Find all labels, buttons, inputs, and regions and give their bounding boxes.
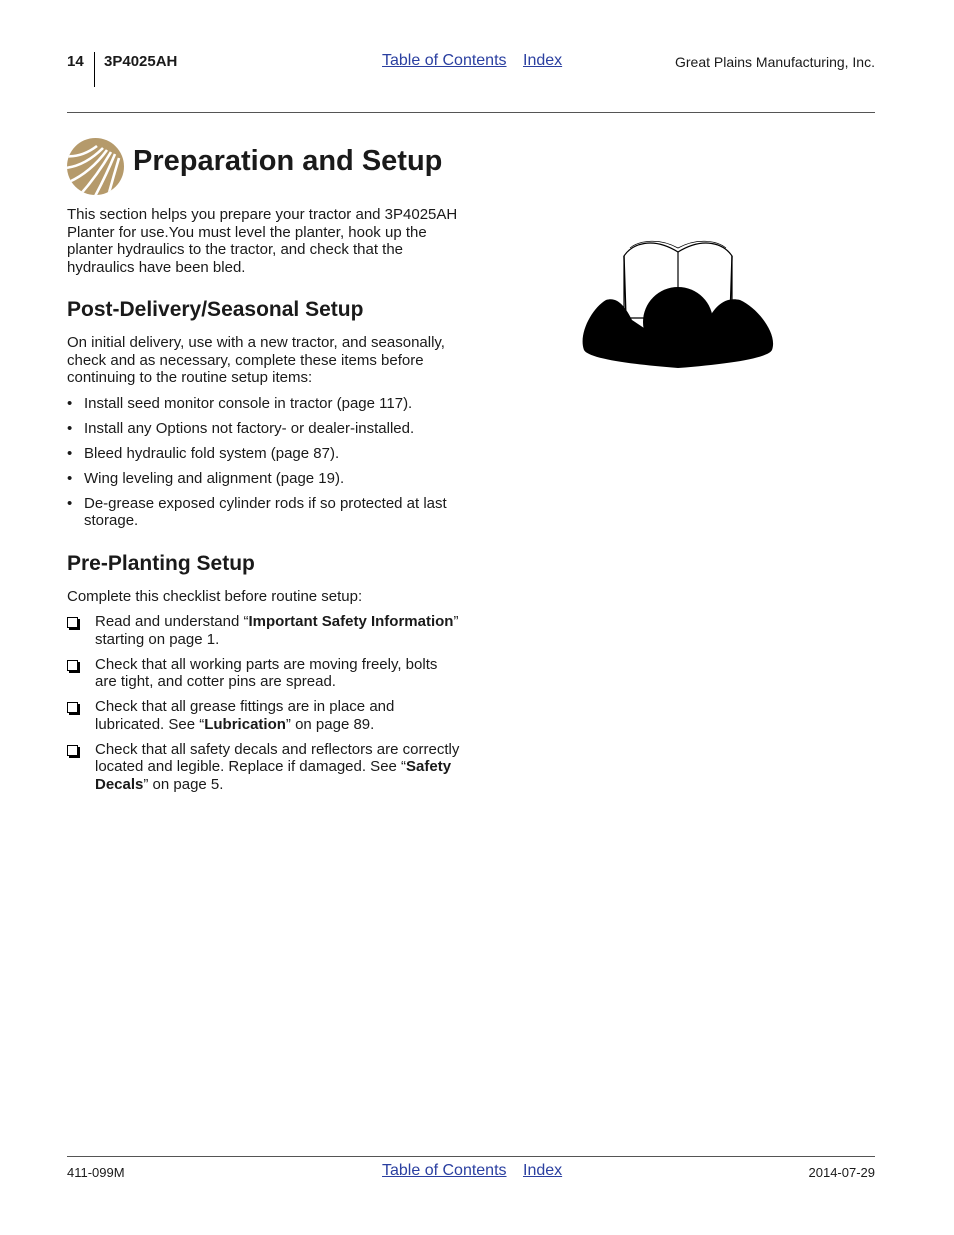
list-item: • Wing leveling and alignment (page 19).	[67, 470, 462, 488]
checkbox-icon	[67, 702, 78, 713]
intro-paragraph: This section helps you prepare your tractor and 3P4025AH Planter for use.You must level the planter, hook up the planter hydraulics to the tractor, and check that the hydraulics have been bled.	[67, 206, 458, 276]
page-header	[67, 52, 875, 88]
post-delivery-lead: On initial delivery, use with a new tractor, and seasonally, check and as necessary, complete these items before continuing to the routine setup items:	[67, 334, 445, 386]
list-item: • Bleed hydraulic fold system (page 87).	[67, 445, 462, 463]
list-item: • Install any Options not factory- or dealer-installed.	[67, 420, 462, 438]
page-footer	[67, 1162, 875, 1186]
checkbox-icon	[67, 617, 78, 628]
checklist-item: Check that all safety decals and reflectors are correctly located and legible. Replace if damaged. See “Safety Decals” on page 5.	[67, 741, 462, 794]
checklist-item: Read and understand “Important Safety Information” starting on page 1.	[67, 613, 462, 648]
checkbox-icon	[67, 660, 78, 671]
page-title: Preparation and Setup	[133, 145, 443, 177]
model-number: 3P4025AH	[104, 53, 178, 70]
company-name: Great Plains Manufacturing, Inc.	[675, 54, 875, 70]
index-link[interactable]: Index	[523, 1162, 563, 1179]
person-reading-manual-icon	[580, 236, 776, 372]
header-rule	[67, 112, 875, 113]
document-date: 2014-07-29	[808, 1165, 875, 1180]
page-number: 14	[67, 53, 84, 70]
pre-planting-checklist	[67, 613, 462, 793]
document-id: 411-099M	[67, 1165, 125, 1180]
table-of-contents-link[interactable]: Table of Contents	[382, 1162, 507, 1179]
pre-planting-heading: Pre-Planting Setup	[67, 551, 255, 575]
post-delivery-list	[67, 395, 462, 530]
pre-planting-lead: Complete this checklist before routine setup:	[67, 587, 363, 605]
index-link[interactable]: Index	[523, 52, 563, 69]
footer-rule	[67, 1156, 875, 1157]
post-delivery-heading: Post-Delivery/Seasonal Setup	[67, 298, 364, 321]
checklist-item: Check that all working parts are moving freely, bolts are tight, and cotter pins are spread.	[67, 656, 462, 691]
great-plains-sun-logo-icon	[67, 138, 124, 195]
main-column	[67, 206, 462, 801]
checklist-item: Check that all grease fittings are in place and lubricated. See “Lubrication” on page 89.	[67, 698, 462, 733]
list-item: • De-grease exposed cylinder rods if so protected at last storage.	[67, 495, 462, 530]
checkbox-icon	[67, 745, 78, 756]
table-of-contents-link[interactable]: Table of Contents	[382, 52, 507, 69]
header-divider	[94, 52, 95, 87]
list-item: • Install seed monitor console in tractor (page 117).	[67, 395, 462, 413]
